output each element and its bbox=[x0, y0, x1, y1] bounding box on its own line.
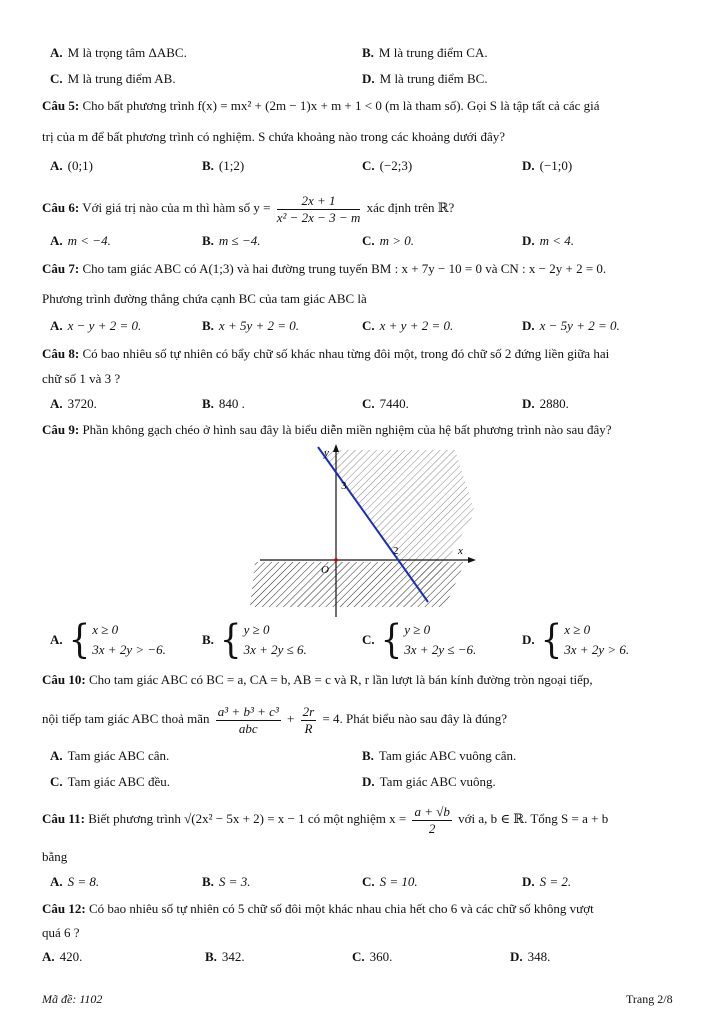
q5-stem-line1: Câu 5: Cho bất phương trình f(x) = mx² + (2m − 1)x + m + 1 < 0 (m là tham số). Gọi S là tập tất cả các giá bbox=[42, 98, 600, 113]
hatched-region-lower bbox=[250, 562, 465, 607]
q9-stem: Câu 9: Phần không gạch chéo ở hình sau đây là biểu diễn miền nghiệm của hệ bất phương trình nào sau đây? bbox=[42, 422, 612, 437]
q7-stem-line2: Phương trình đường thẳng chứa cạnh BC của tam giác ABC là bbox=[42, 291, 367, 306]
q8-stem-line2: chữ số 1 và 3 ? bbox=[42, 371, 121, 386]
q11-stem-line2: bằng bbox=[42, 849, 68, 864]
q7-option-c: C. x + y + 2 = 0. bbox=[362, 318, 454, 333]
q9-option-d: D. { x ≥ 0 3x + 2y > 6. bbox=[522, 617, 630, 663]
q11-option-b: B. S = 3. bbox=[202, 874, 251, 889]
q10-option-d: D. Tam giác ABC vuông. bbox=[362, 774, 496, 789]
x-axis-label: x bbox=[458, 545, 463, 557]
q7-option-b: B. x + 5y + 2 = 0. bbox=[202, 318, 300, 333]
y-intercept-label: 3 bbox=[341, 480, 347, 492]
q12-stem-line1: Câu 12: Có bao nhiêu số tự nhiên có 5 chữ số đôi một khác nhau chia hết cho 6 và các chữ số không vượt bbox=[42, 901, 594, 916]
q10-fraction-2: $\frac{2r}{R}$ bbox=[302, 703, 315, 736]
q6-stem: Câu 6: Với giá trị nào của m thì hàm số y = $\frac{2x + 1}{\text{x² − 2x − 3 − m}}$ xác định trên ℝ? bbox=[42, 192, 455, 225]
q5-option-d: D. (−1;0) bbox=[522, 158, 573, 173]
q5-option-b: B. (1;2) bbox=[202, 158, 245, 173]
exam-code: Mã đề: 1102 bbox=[42, 992, 103, 1006]
q11-option-d: D. S = 2. bbox=[522, 874, 572, 889]
q11-fraction: $\frac{a + √b}{2}$ bbox=[414, 803, 450, 836]
q11-option-c: C. S = 10. bbox=[362, 874, 418, 889]
q12-option-d: D. 348. bbox=[510, 949, 551, 964]
q6-option-b: B. m ≤ −4. bbox=[202, 233, 261, 248]
q10-option-b: B. Tam giác ABC vuông cân. bbox=[362, 748, 517, 763]
x-axis-arrow-icon bbox=[468, 557, 476, 563]
q9-option-b: B. { y ≥ 0 3x + 2y ≤ 6. bbox=[202, 617, 307, 663]
q8-stem-line1: Câu 8: Có bao nhiêu số tự nhiên có bẩy chữ số khác nhau từng đôi một, trong đó chữ số 2 đứng liền giữa hai bbox=[42, 346, 610, 361]
q7-option-d: D. x − 5y + 2 = 0. bbox=[522, 318, 620, 333]
q9-graph bbox=[250, 442, 480, 622]
q6-option-a: A. m < −4. bbox=[50, 233, 111, 248]
q4-option-c: C. M là trung điểm AB. bbox=[50, 71, 176, 86]
q8-option-d: D. 2880. bbox=[522, 396, 569, 411]
q9-option-a: A. { x ≥ 0 3x + 2y > −6. bbox=[50, 617, 166, 663]
q8-option-c: C. 7440. bbox=[362, 396, 409, 411]
q10-stem-line1: Câu 10: Cho tam giác ABC có BC = a, CA = b, AB = c và R, r lần lượt là bán kính đường tròn ngoại tiếp, bbox=[42, 672, 593, 687]
q5-option-a: A. (0;1) bbox=[50, 158, 93, 173]
q4-option-a: A. M là trọng tâm ΔABC. bbox=[50, 45, 187, 60]
q6-fraction: $\frac{2x + 1}{\text{x² − 2x − 3 − m}}$ bbox=[276, 192, 361, 225]
q6-option-d: D. m < 4. bbox=[522, 233, 575, 248]
q9-option-c: C. { y ≥ 0 3x + 2y ≤ −6. bbox=[362, 617, 477, 663]
q8-option-a: A. 3720. bbox=[50, 396, 97, 411]
q11-stem-line1: Câu 11: Biết phương trình √(2x² − 5x + 2) = x − 1 có một nghiệm x = $\frac{a + √b}{2}$ với a, b ∈ ℝ. Tổng S = a + b bbox=[42, 803, 609, 836]
origin-point bbox=[334, 558, 338, 562]
y-axis-label: y bbox=[324, 447, 329, 459]
q11-option-a: A. S = 8. bbox=[50, 874, 100, 889]
q5-stem-line2: trị của m để bất phương trình có nghiệm. S chứa khoảng nào trong các khoảng dưới đây? bbox=[42, 129, 506, 144]
q6-option-c: C. m > 0. bbox=[362, 233, 415, 248]
q5-option-c: C. (−2;3) bbox=[362, 158, 413, 173]
q12-stem-line2: quá 6 ? bbox=[42, 925, 80, 940]
q7-option-a: A. x − y + 2 = 0. bbox=[50, 318, 142, 333]
q12-option-a: A. 420. bbox=[42, 949, 83, 964]
q4-option-d: D. M là trung điểm BC. bbox=[362, 71, 488, 86]
y-axis-arrow-icon bbox=[333, 444, 339, 452]
page-number: Trang 2/8 bbox=[626, 992, 673, 1006]
q4-option-b: B. M là trung điểm CA. bbox=[362, 45, 488, 60]
q7-stem-line1: Câu 7: Cho tam giác ABC có A(1;3) và hai đường trung tuyến BM : x + 7y − 10 = 0 và CN : x − 2y + 2 = 0. bbox=[42, 261, 607, 276]
q12-option-b: B. 342. bbox=[205, 949, 245, 964]
x-intercept-label: 2 bbox=[393, 545, 399, 557]
q10-option-a: A. Tam giác ABC cân. bbox=[50, 748, 170, 763]
q8-option-b: B. 840 . bbox=[202, 396, 245, 411]
q10-option-c: C. Tam giác ABC đều. bbox=[50, 774, 170, 789]
origin-label: O bbox=[321, 564, 329, 576]
q12-option-c: C. 360. bbox=[352, 949, 393, 964]
q10-stem-line2: nội tiếp tam giác ABC thoả mãn $\frac{\text{a³ + b³ + c³}}{\text{abc}}$ + $\frac{2r}{R}$ = 4. Phát biểu nào sau đây là đúng? bbox=[42, 703, 508, 736]
q10-fraction-1: $\frac{\text{a³ + b³ + c³}}{\text{abc}}$ bbox=[217, 703, 279, 736]
